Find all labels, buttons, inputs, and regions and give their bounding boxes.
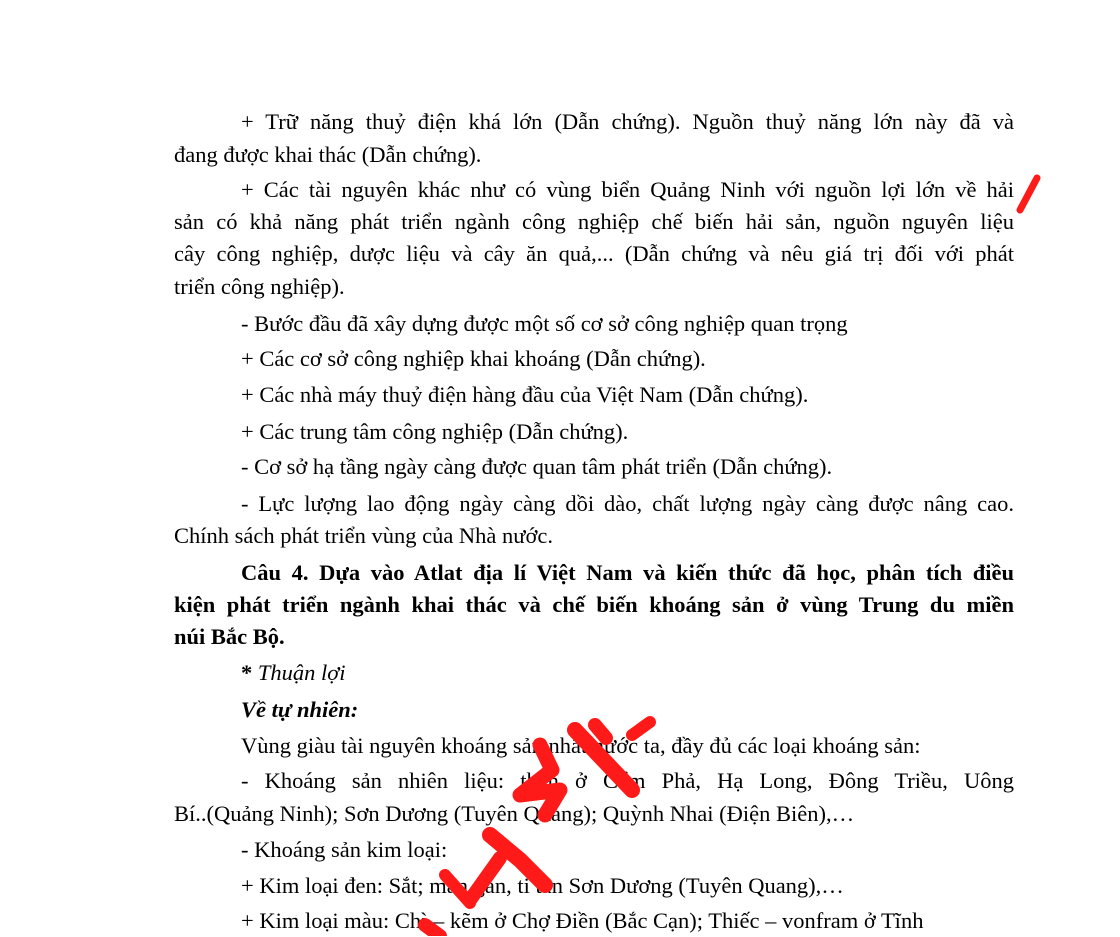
paragraph-line: đang được khai thác (Dẫn chứng). (174, 142, 482, 167)
paragraph-line: sản có khả năng phát triển ngành công nghiệp chế biến hải sản, nguồn nguyên liệu (174, 209, 1014, 234)
paragraph-line: - Cơ sở hạ tầng ngày càng được quan tâm phát triển (Dẫn chứng). (241, 454, 833, 479)
paragraph-line: + Các trung tâm công nghiệp (Dẫn chứng). (241, 419, 629, 444)
paragraph-line: triển công nghiệp). (174, 274, 345, 299)
paragraph-line: + Trữ năng thuỷ điện khá lớn (Dẫn chứng). Nguồn thuỷ năng lớn này đã và (241, 109, 1014, 134)
paragraph-line: cây công nghiệp, dược liệu và cây ăn quả,... (Dẫn chứng và nêu giá trị đối với phát (174, 241, 1014, 266)
asterisk-marker: * (241, 660, 253, 685)
question-heading-line: kiện phát triển ngành khai thác và chế biến khoáng sản ở vùng Trung du miền (174, 592, 1014, 617)
paragraph-line: Chính sách phát triển vùng của Nhà nước. (174, 523, 553, 548)
section-label-text: Thuận lợi (252, 660, 346, 685)
paragraph-line: - Lực lượng lao động ngày càng dồi dào, chất lượng ngày càng được nâng cao. (241, 491, 1014, 516)
paragraph-line: + Kim loại đen: Sắt; man gan, ti tan Sơn Dương (Tuyên Quang),… (241, 873, 844, 898)
section-label-advantages (241, 657, 346, 689)
question-heading-line: Câu 4. Dựa vào Atlat địa lí Việt Nam và kiến thức đã học, phân tích điều (241, 560, 1014, 585)
paragraph-line: + Kim loại màu: Chì – kẽm ở Chợ Điền (Bắc Cạn); Thiếc – vonfram ở Tĩnh (241, 908, 924, 933)
paragraph-line: + Các nhà máy thuỷ điện hàng đầu của Việt Nam (Dẫn chứng). (241, 382, 809, 407)
paragraph-line: Bí..(Quảng Ninh); Sơn Dương (Tuyên Quang); Quỳnh Nhai (Điện Biên),… (174, 801, 855, 826)
paragraph-line: - Khoáng sản nhiên liệu: than ở Cẩm Phả, Hạ Long, Đông Triều, Uông (241, 768, 1014, 793)
paragraph-line: - Bước đầu đã xây dựng được một số cơ sở công nghiệp quan trọng (241, 311, 848, 336)
subsection-heading: Về tự nhiên: (241, 697, 359, 722)
paragraph-line: + Các cơ sở công nghiệp khai khoáng (Dẫn chứng). (241, 346, 706, 371)
paragraph-line: - Khoáng sản kim loại: (241, 837, 448, 862)
paragraph-line: Vùng giàu tài nguyên khoáng sản nhất nước ta, đầy đủ các loại khoáng sản: (241, 733, 921, 758)
paragraph-line: + Các tài nguyên khác như có vùng biển Quảng Ninh với nguồn lợi lớn về hải (241, 177, 1014, 202)
question-heading-line: núi Bắc Bộ. (174, 624, 285, 649)
